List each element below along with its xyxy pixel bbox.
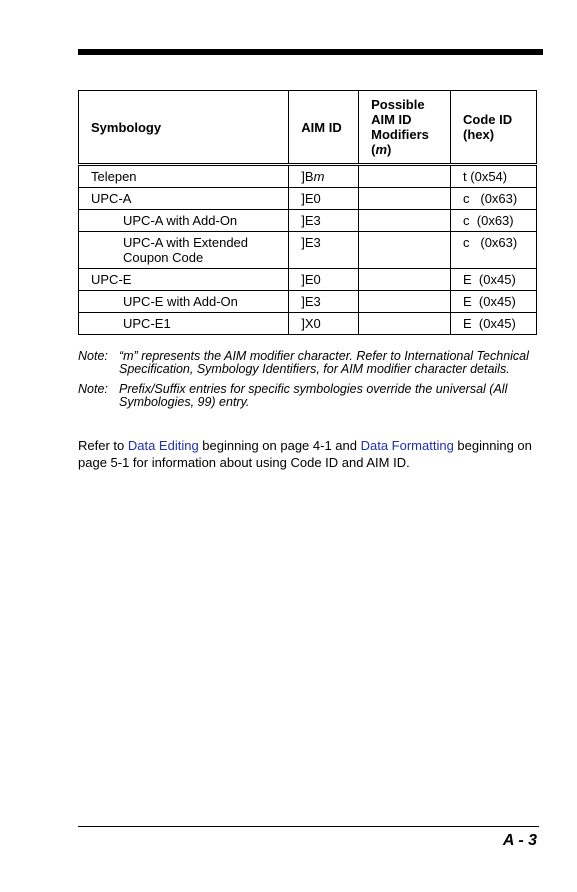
header-code-id-line1: Code ID <box>463 112 513 127</box>
refer-text-1: Refer to <box>78 438 128 453</box>
note-item <box>78 350 540 376</box>
cell-modifiers <box>359 188 451 210</box>
header-modifiers-line3: Modifiers <box>371 127 429 142</box>
cell-code-id: E (0x45) <box>451 291 537 313</box>
symbology-table <box>78 90 537 335</box>
note-item <box>78 383 540 409</box>
cell-aim-id: ]E3 <box>289 291 359 313</box>
header-modifiers-line2: AIM ID <box>371 112 412 127</box>
cell-aim-id: ]E0 <box>289 269 359 291</box>
table-header-row <box>79 91 537 165</box>
cell-aim-id: ]E3 <box>289 232 359 269</box>
data-formatting-link[interactable]: Data Formatting <box>360 438 454 453</box>
cell-aim-id: ]X0 <box>289 313 359 335</box>
note-text: Prefix/Suffix entries for specific symbologies override the universal (All Symbologies, 99) entry. <box>119 382 508 409</box>
cell-symbology-line2: Coupon Code <box>123 250 204 265</box>
bottom-rule <box>78 826 539 827</box>
cell-code-id: c (0x63) <box>451 188 537 210</box>
table-row <box>79 313 537 335</box>
cell-aim-prefix: ]B <box>301 169 314 184</box>
cell-modifiers <box>359 210 451 232</box>
table-row <box>79 269 537 291</box>
cell-aim-id: ]E3 <box>289 210 359 232</box>
header-modifiers <box>359 91 451 165</box>
cell-code-id: E (0x45) <box>451 269 537 291</box>
cell-modifiers <box>359 313 451 335</box>
top-rule <box>78 49 543 55</box>
cell-symbology: UPC-E1 <box>79 313 289 335</box>
cell-modifiers <box>359 269 451 291</box>
notes-section <box>78 350 540 416</box>
cell-modifiers <box>359 165 451 188</box>
header-modifiers-close: ) <box>387 142 392 157</box>
cell-symbology-line1: UPC-A with Extended <box>123 235 249 250</box>
header-symbology: Symbology <box>79 91 289 165</box>
note-label: Note: <box>78 382 108 396</box>
cell-symbology: UPC-E <box>79 269 289 291</box>
header-aim-id: AIM ID <box>289 91 359 165</box>
data-editing-link[interactable]: Data Editing <box>127 438 199 453</box>
cell-code-id: c (0x63) <box>451 232 537 269</box>
cell-modifiers <box>359 232 451 269</box>
cell-code-id: E (0x45) <box>451 313 537 335</box>
cell-code-id: c (0x63) <box>451 210 537 232</box>
header-code-id <box>451 91 537 165</box>
table-row <box>79 232 537 269</box>
note-text: “m” represents the AIM modifier character. Refer to International Technical Specification, Symbology Identifiers, for AIM modifier character details. <box>119 349 529 376</box>
cell-symbology: UPC-E with Add-On <box>79 291 289 313</box>
cell-aim-id <box>289 165 359 188</box>
note-label: Note: <box>78 349 108 363</box>
cell-modifiers <box>359 291 451 313</box>
page-number: A - 3 <box>502 832 537 849</box>
header-modifiers-line1: Possible <box>371 97 425 112</box>
table-row <box>79 291 537 313</box>
cell-symbology: UPC-A <box>79 188 289 210</box>
table-row <box>79 165 537 188</box>
cell-code-id: t (0x54) <box>451 165 537 188</box>
header-modifiers-m: m <box>375 142 388 157</box>
table-row <box>79 210 537 232</box>
refer-text-2: beginning on page 4-1 and <box>198 438 361 453</box>
cell-symbology <box>79 232 289 269</box>
header-modifiers-open: ( <box>371 142 376 157</box>
cell-symbology: Telepen <box>79 165 289 188</box>
cell-symbology: UPC-A with Add-On <box>79 210 289 232</box>
cell-aim-id: ]E0 <box>289 188 359 210</box>
refer-text-3: beginning on page 5-1 for information about using Code ID and AIM ID. <box>78 438 532 470</box>
header-code-id-line2: (hex) <box>463 127 495 142</box>
table-row <box>79 188 537 210</box>
refer-paragraph <box>78 437 543 471</box>
cell-aim-italic: m <box>313 169 325 184</box>
